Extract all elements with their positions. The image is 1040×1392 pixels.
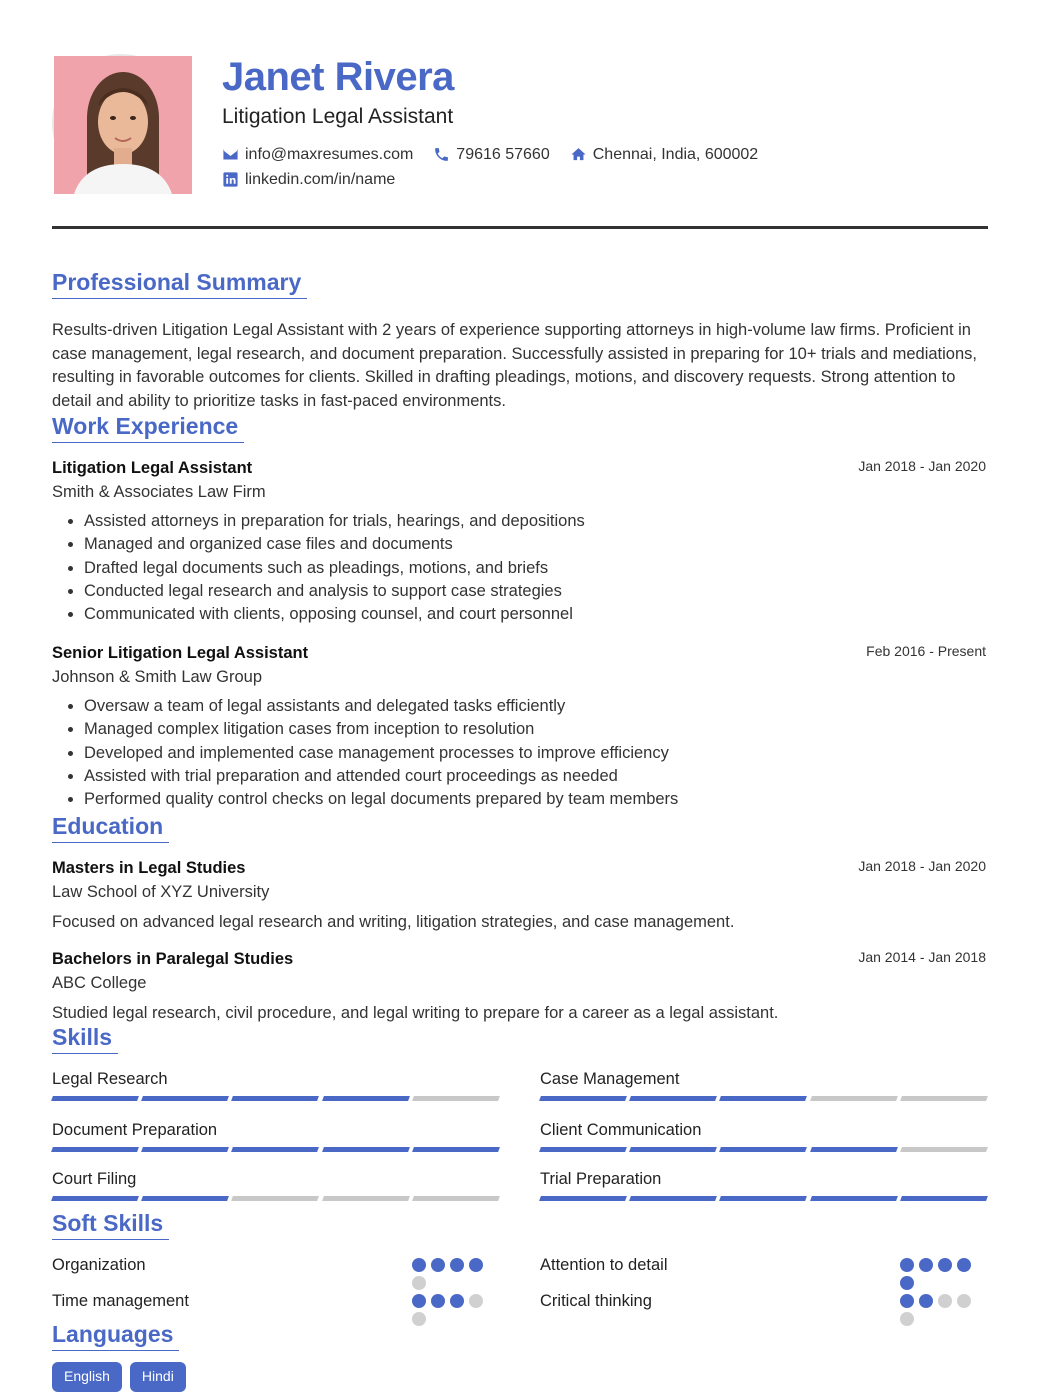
skill-level-bar [52,1196,499,1201]
soft-skill-label: Time management [52,1292,189,1310]
job-bullet: • Conducted legal research and analysis to support case strategies [84,580,988,603]
contact-info [222,142,758,192]
envelope-icon [222,146,239,163]
rating-dot-empty [938,1294,952,1308]
education-desc: Studied legal research, civil procedure, and legal writing to prepare for a career as a legal assistant. [52,1004,779,1022]
school-name: Law School of XYZ University [52,883,270,901]
languages-heading: Languages [52,1320,179,1351]
language-list [52,1362,186,1392]
skill-bar-filled [322,1096,410,1101]
job-bullets [52,695,988,811]
summary-heading: Professional Summary [52,268,307,299]
skill-bar-filled [719,1096,807,1101]
skill-bar-filled [141,1147,229,1152]
phone-icon [433,146,450,163]
job-org: Johnson & Smith Law Group [52,668,263,686]
education-entry [52,947,988,1025]
skill-bar-filled [810,1196,898,1201]
job-bullet: • Managed and organized case files and documents [84,533,988,556]
job-bullet: • Drafted legal documents such as pleadings, motions, and briefs [84,557,988,580]
skill-level-bar [540,1096,987,1101]
soft-skill-item [540,1289,970,1313]
skill-level-bar [52,1096,499,1101]
skill-bar-filled [51,1096,139,1101]
job-org: Smith & Associates Law Firm [52,483,266,501]
avatar [52,54,190,192]
contact-location [570,142,758,167]
candidate-role: Litigation Legal Assistant [222,105,454,128]
rating-dot-filled [938,1258,952,1272]
skill-label: Legal Research [52,1070,168,1088]
contact-phone[interactable] [433,142,549,167]
summary-text: Results-driven Litigation Legal Assistant with 2 years of experience supporting attorneys in high-volume law firms. Proficient in case management, legal research, and document preparation. Successfully assisted in preparing for 10+ trials and mediations, resulting in favorable outcomes for clients. Skilled in drafting pleadings, motions, and discovery requests. Strong attention to detail and ability to prioritize tasks in fast-paced environments. [52,321,977,410]
skill-bar-filled [719,1147,807,1152]
skill-bar-filled [141,1196,229,1201]
language-badge: English [52,1362,122,1392]
soft-skill-item [52,1289,482,1313]
job-bullet: • Assisted with trial preparation and attended court proceedings as needed [84,765,988,788]
skill-bar-empty [810,1096,898,1101]
skill-bar-filled [539,1196,627,1201]
soft-skill-dots [412,1294,488,1326]
skill-bar-empty [231,1196,319,1201]
skill-bar-filled [719,1196,807,1201]
contact-linkedin[interactable] [222,167,395,192]
education-desc: Focused on advanced legal research and writing, litigation strategies, and case management. [52,913,735,931]
skill-label: Trial Preparation [540,1170,662,1188]
job-title: Litigation Legal Assistant [52,459,253,477]
skill-level-bar [540,1147,987,1152]
soft-skill-dots [900,1258,976,1290]
skill-item [540,1067,987,1101]
skill-bar-filled [51,1147,139,1152]
rating-dot-filled [900,1276,914,1290]
job-bullet: • Developed and implemented case management processes to improve efficiency [84,742,988,765]
rating-dot-empty [900,1312,914,1326]
skill-item [540,1118,987,1152]
rating-dot-filled [919,1258,933,1272]
job-bullet: • Managed complex litigation cases from inception to resolution [84,718,988,741]
soft-skill-dots [412,1258,488,1290]
rating-dot-empty [412,1276,426,1290]
header-divider [52,226,988,229]
soft-skill-dots [900,1294,976,1326]
phone-text: 79616 57660 [456,146,550,163]
skill-bar-empty [900,1096,988,1101]
resume-header [52,54,988,194]
school-name: ABC College [52,974,147,992]
education-entry [52,856,988,934]
rating-dot-filled [450,1258,464,1272]
education-heading: Education [52,812,169,843]
skill-label: Client Communication [540,1121,702,1139]
rating-dot-empty [412,1312,426,1326]
rating-dot-empty [469,1294,483,1308]
candidate-name: Janet Rivera [222,55,454,99]
rating-dot-filled [412,1258,426,1272]
rating-dot-filled [957,1258,971,1272]
skill-bar-filled [322,1147,410,1152]
skill-item [540,1167,987,1201]
degree-title: Bachelors in Paralegal Studies [52,950,294,968]
job-entry [52,641,988,811]
skill-bar-filled [51,1196,139,1201]
skill-bar-filled [900,1196,988,1201]
skill-bar-filled [412,1147,500,1152]
work-heading: Work Experience [52,412,244,443]
language-badge: Hindi [130,1362,186,1392]
skill-bar-empty [322,1196,410,1201]
education-date: Jan 2018 - Jan 2020 [858,858,986,874]
rating-dot-filled [919,1294,933,1308]
skill-label: Court Filing [52,1170,137,1188]
rating-dot-filled [900,1258,914,1272]
skill-item [52,1167,499,1201]
soft-skill-label: Attention to detail [540,1256,668,1274]
soft-skill-label: Organization [52,1256,146,1274]
rating-dot-filled [431,1294,445,1308]
location-text: Chennai, India, 600002 [592,146,759,163]
skill-level-bar [540,1196,987,1201]
job-bullets [52,510,988,626]
skill-bar-filled [539,1147,627,1152]
job-bullet: • Assisted attorneys in preparation for trials, hearings, and depositions [84,510,988,533]
job-title: Senior Litigation Legal Assistant [52,644,309,662]
rating-dot-filled [412,1294,426,1308]
skills-heading: Skills [52,1023,118,1054]
skill-bar-filled [231,1096,319,1101]
linkedin-icon [222,171,239,188]
email-text: info@maxresumes.com [245,146,414,163]
degree-title: Masters in Legal Studies [52,859,246,877]
job-bullet: • Communicated with clients, opposing counsel, and court personnel [84,603,988,626]
job-date: Jan 2018 - Jan 2020 [858,458,986,474]
skill-bar-filled [629,1147,717,1152]
skill-label: Case Management [540,1070,680,1088]
rating-dot-filled [900,1294,914,1308]
job-date: Feb 2016 - Present [866,643,986,659]
skill-bar-filled [629,1196,717,1201]
education-date: Jan 2014 - Jan 2018 [858,949,986,965]
soft-skill-item [52,1253,482,1277]
soft-skills-heading: Soft Skills [52,1209,169,1240]
rating-dot-filled [431,1258,445,1272]
rating-dot-filled [450,1294,464,1308]
soft-skill-item [540,1253,970,1277]
job-entry [52,456,988,626]
skill-bar-filled [539,1096,627,1101]
skill-bar-filled [810,1147,898,1152]
skill-bar-filled [231,1147,319,1152]
skill-bar-empty [900,1147,988,1152]
home-icon [570,146,587,163]
skill-bar-empty [412,1096,500,1101]
skill-item [52,1118,499,1152]
rating-dot-empty [957,1294,971,1308]
linkedin-text: linkedin.com/in/name [245,171,396,188]
skill-bar-filled [141,1096,229,1101]
soft-skill-label: Critical thinking [540,1292,652,1310]
skill-item [52,1067,499,1101]
skill-label: Document Preparation [52,1121,218,1139]
skill-bar-empty [412,1196,500,1201]
job-bullet: • Oversaw a team of legal assistants and delegated tasks efficiently [84,695,988,718]
skill-bar-filled [629,1096,717,1101]
job-bullet: • Performed quality control checks on legal documents prepared by team members [84,788,988,811]
rating-dot-filled [469,1258,483,1272]
skill-level-bar [52,1147,499,1152]
contact-email[interactable] [222,142,413,167]
